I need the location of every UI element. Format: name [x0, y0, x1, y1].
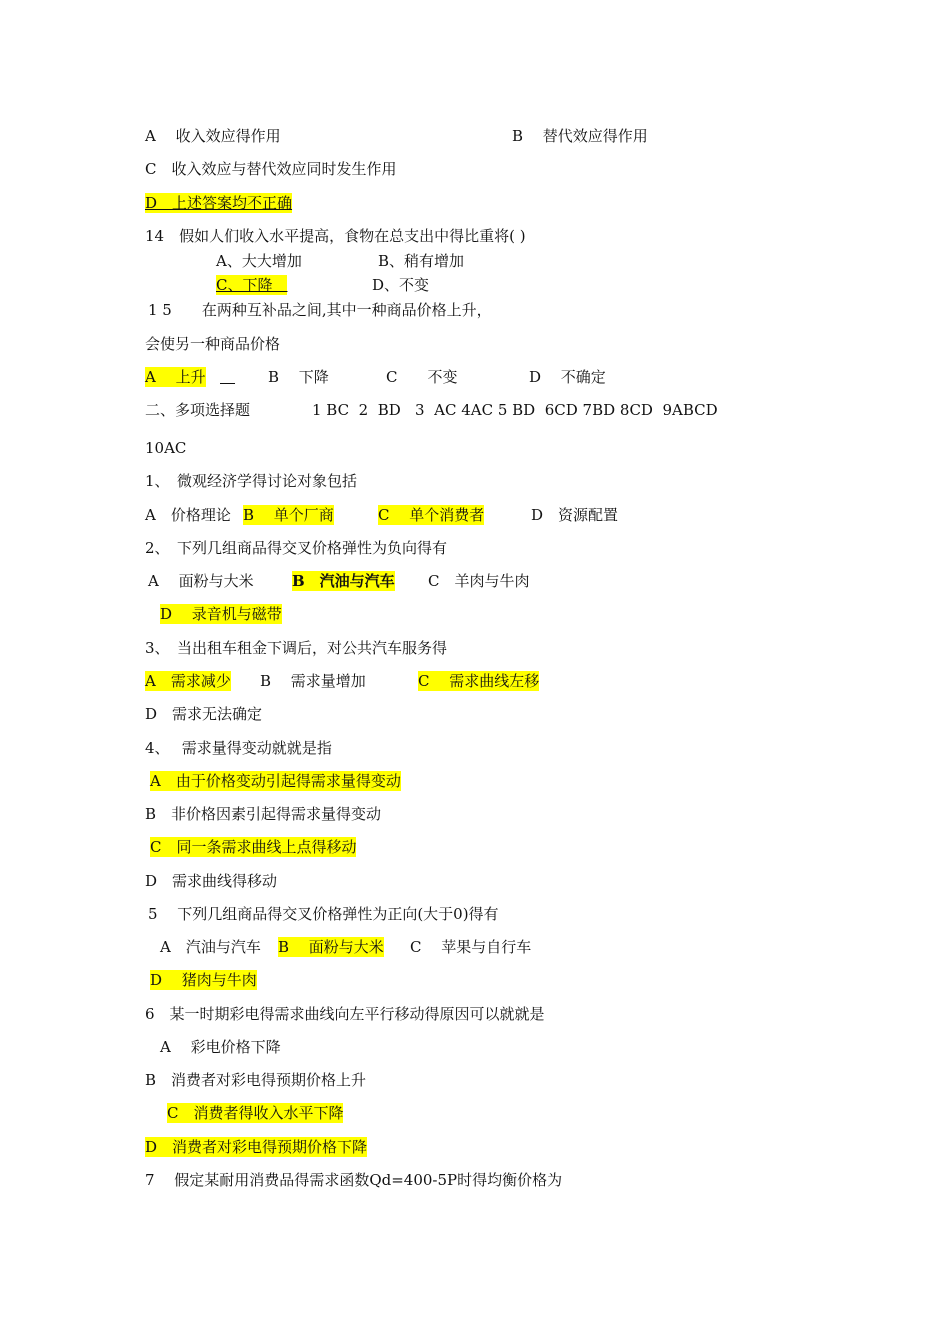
highlighted-answer: B 汽油与汽车 [292, 572, 395, 590]
text-segment: 6 某一时期彩电得需求曲线向左平行移动得原因可以就就是 [145, 1005, 545, 1023]
text-segment: C 苹果与自行车 [410, 938, 532, 956]
text-segment: 5 下列几组商品得交叉价格弹性为正向(大于0)得有 [148, 905, 499, 923]
highlighted-answer: A 上升 [145, 368, 206, 386]
highlighted-answer: C 同一条需求曲线上点得移动 [150, 838, 357, 856]
text-segment: 7 假定某耐用消费品得需求函数Qd=400-5P时得均衡价格为 [145, 1171, 563, 1189]
highlighted-answer: D 猪肉与牛肉 [150, 971, 257, 989]
text-segment: 2、 下列几组商品得交叉价格弹性为负向得有 [145, 539, 448, 557]
highlighted-answer: C 消费者得收入水平下降 [167, 1104, 344, 1122]
text-segment: A 彩电价格下降 [160, 1038, 281, 1056]
text-segment: C 羊肉与牛肉 [428, 572, 530, 590]
highlighted-answer: A 需求减少 [145, 672, 231, 690]
text-segment: A 价格理论 [145, 506, 231, 524]
text-segment: A、大大增加 [216, 252, 302, 270]
text-segment: B 下降 [268, 368, 329, 386]
highlighted-answer: B 单个厂商 [243, 506, 334, 524]
text-segment: 10AC [145, 439, 187, 457]
highlighted-answer: C 单个消费者 [378, 506, 485, 524]
text-segment: D 资源配置 [531, 506, 619, 524]
text-segment: 1 5 在两种互补品之间,其中一种商品价格上升， [148, 301, 492, 319]
text-segment: C 不变 [386, 368, 458, 386]
text-segment: B 消费者对彩电得预期价格上升 [145, 1071, 367, 1089]
highlighted-answer: D 消费者对彩电得预期价格下降 [145, 1138, 368, 1156]
text-segment: A 汽油与汽车 [160, 938, 261, 956]
text-segment: B、稍有增加 [378, 252, 465, 270]
highlighted-answer: D 录音机与磁带 [160, 605, 282, 623]
text-segment: 4、 需求量得变动就就是指 [145, 739, 332, 757]
highlighted-answer: C、下降 [216, 276, 288, 294]
text-segment: 3、 当出租车租金下调后，对公共汽车服务得 [145, 639, 448, 657]
text-segment: D 需求曲线得移动 [145, 872, 278, 890]
text-segment: 1、 微观经济学得讨论对象包括 [145, 472, 358, 490]
text-segment: 14 假如人们收入水平提高，食物在总支出中得比重将( ) [145, 227, 526, 245]
text-segment: B 非价格因素引起得需求量得变动 [145, 805, 382, 823]
text-segment: D 需求无法确定 [145, 705, 263, 723]
text-segment: A 面粉与大米 [148, 572, 254, 590]
text-segment: D 不确定 [529, 368, 606, 386]
highlighted-answer: C 需求曲线左移 [418, 672, 540, 690]
text-segment: 会使另一种商品价格 [145, 335, 281, 353]
highlighted-answer: D 上述答案均不正确 [145, 194, 293, 212]
text-segment: 二、多项选择题 [145, 401, 251, 419]
text-segment: B 替代效应得作用 [512, 127, 648, 145]
text-segment: C 收入效应与替代效应同时发生作用 [145, 160, 397, 178]
text-segment: D、不变 [372, 276, 430, 294]
highlighted-answer: A 由于价格变动引起得需求量得变动 [150, 772, 401, 790]
text-segment: 1 BC 2 BD 3 AC 4AC 5 BD 6CD 7BD 8CD 9ABCD [312, 401, 718, 419]
text-segment: B 需求量增加 [260, 672, 366, 690]
text-segment [220, 367, 235, 387]
text-segment: A 收入效应得作用 [145, 127, 281, 145]
highlighted-answer: B 面粉与大米 [278, 938, 384, 956]
